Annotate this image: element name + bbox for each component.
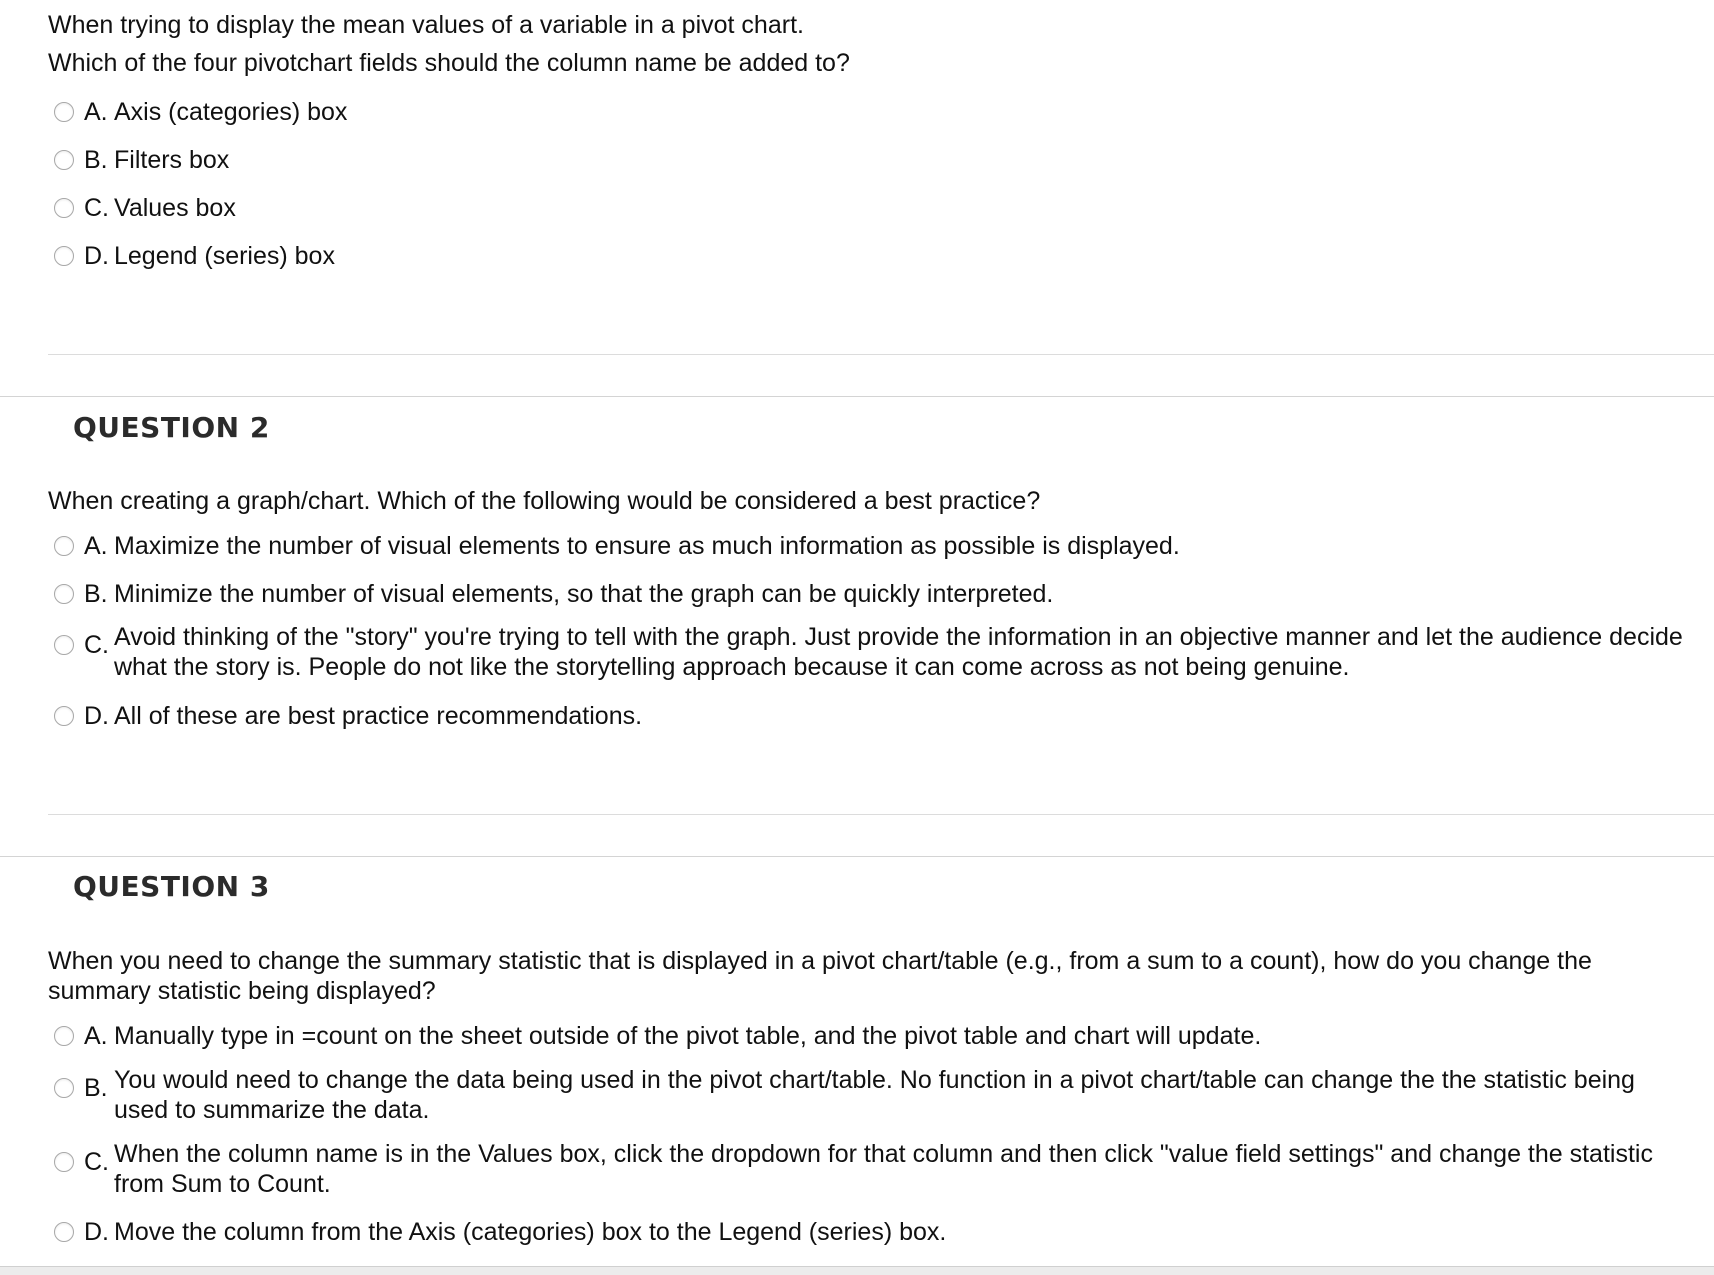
option-text: All of these are best practice recommendations.: [114, 702, 643, 730]
q3-option-b[interactable]: [54, 1065, 1694, 1125]
option-letter: D.: [84, 242, 109, 270]
question-2-header: QUESTION 2: [73, 411, 270, 444]
q2-option-a[interactable]: [54, 531, 1694, 561]
q1-option-c[interactable]: [54, 193, 1694, 223]
question-3-header: QUESTION 3: [73, 870, 270, 903]
radio-button[interactable]: [54, 1078, 74, 1098]
radio-button[interactable]: [54, 1026, 74, 1046]
question-1-text-line1: When trying to display the mean values of a variable in a pivot chart.: [48, 11, 804, 39]
radio-button[interactable]: [54, 584, 74, 604]
option-text: You would need to change the data being used in the pivot chart/table. No function in a pivot chart/table can change the the statistic being used to summarize the data.: [114, 1066, 1635, 1124]
option-text: Values box: [114, 194, 236, 222]
option-letter: A.: [84, 532, 108, 560]
option-text: When the column name is in the Values box, click the dropdown for that column and then click "value field settings" and change the statistic from Sum to Count.: [114, 1140, 1653, 1198]
radio-button[interactable]: [54, 536, 74, 556]
q2-option-c[interactable]: [54, 622, 1694, 682]
q2-option-d[interactable]: [54, 701, 1694, 731]
option-text: Legend (series) box: [114, 242, 335, 270]
section-divider: [0, 396, 1714, 397]
question-1-text-line2: Which of the four pivotchart fields should the column name be added to?: [48, 49, 850, 77]
q3-option-c[interactable]: [54, 1139, 1694, 1199]
option-letter: C.: [84, 1148, 109, 1176]
option-letter: A.: [84, 98, 108, 126]
question-3-text: When you need to change the summary statistic that is displayed in a pivot chart/table (e.g., from a sum to a count), how do you change the summary statistic being displayed?: [48, 947, 1592, 1005]
q1-option-d[interactable]: [54, 241, 1694, 271]
option-text: Avoid thinking of the "story" you're trying to tell with the graph. Just provide the information in an objective manner and let the audience decide what the story is. People do not like the storytelling approach because it can come across as not being genuine.: [114, 623, 1683, 681]
option-letter: A.: [84, 1022, 108, 1050]
option-letter: B.: [84, 1074, 108, 1102]
option-text: Manually type in =count on the sheet outside of the pivot table, and the pivot table and chart will update.: [114, 1022, 1262, 1050]
radio-button[interactable]: [54, 635, 74, 655]
option-text: Axis (categories) box: [114, 98, 348, 126]
radio-button[interactable]: [54, 1222, 74, 1242]
option-letter: D.: [84, 1218, 109, 1246]
question-divider: [48, 354, 1714, 355]
q2-option-b[interactable]: [54, 579, 1694, 609]
q3-option-a[interactable]: [54, 1021, 1694, 1051]
question-2-text: When creating a graph/chart. Which of the following would be considered a best practice?: [48, 487, 1041, 515]
option-letter: C.: [84, 194, 109, 222]
option-text: Move the column from the Axis (categories) box to the Legend (series) box.: [114, 1218, 947, 1246]
option-letter: B.: [84, 146, 108, 174]
option-letter: D.: [84, 702, 109, 730]
option-text: Maximize the number of visual elements to ensure as much information as possible is displayed.: [114, 532, 1180, 560]
radio-button[interactable]: [54, 1152, 74, 1172]
option-text: Minimize the number of visual elements, so that the graph can be quickly interpreted.: [114, 580, 1054, 608]
radio-button[interactable]: [54, 198, 74, 218]
radio-button[interactable]: [54, 150, 74, 170]
radio-button[interactable]: [54, 246, 74, 266]
section-divider: [0, 856, 1714, 857]
q1-option-b[interactable]: [54, 145, 1694, 175]
question-divider: [48, 814, 1714, 815]
option-letter: B.: [84, 580, 108, 608]
radio-button[interactable]: [54, 102, 74, 122]
option-letter: C.: [84, 631, 109, 659]
q3-option-d[interactable]: [54, 1217, 1694, 1247]
q1-option-a[interactable]: [54, 97, 1694, 127]
radio-button[interactable]: [54, 706, 74, 726]
option-text: Filters box: [114, 146, 230, 174]
